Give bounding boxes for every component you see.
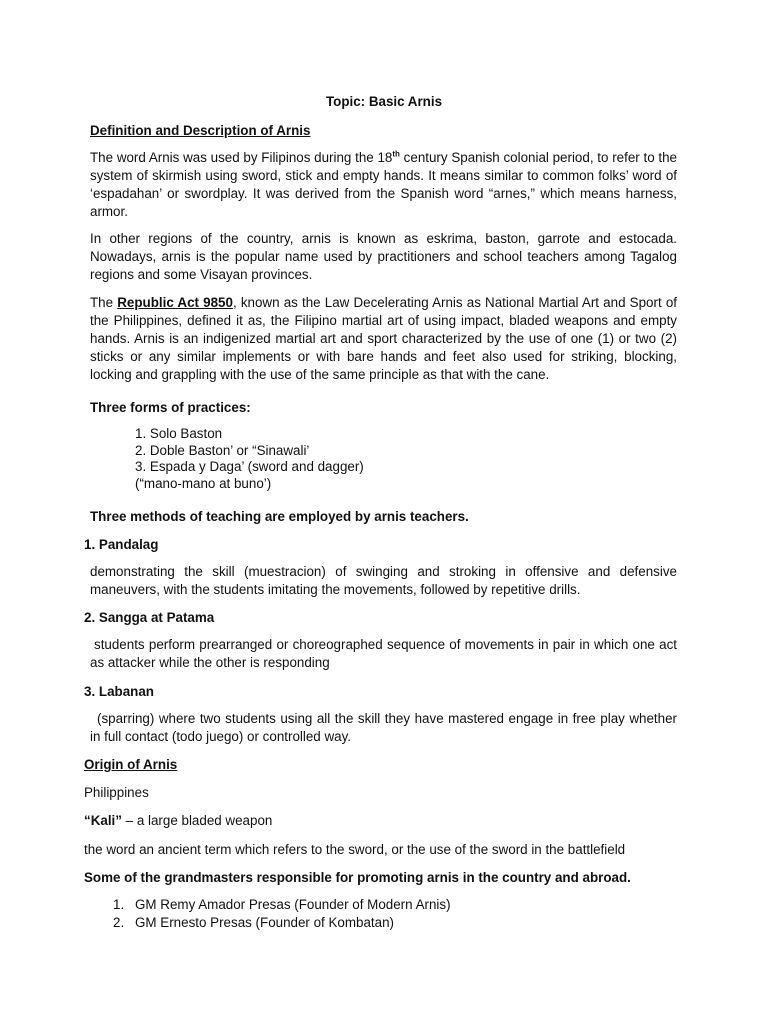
list-item: (“mano-mano at buno’): [135, 475, 272, 491]
p3-text-end: , known as the Law Decelerating Arnis as National Martial Art and Sport of the Philippines, defined it as, the Filipino martial art of using impact, bladed weapons and empty hands. Arnis is an indigenized martial art and sport characterized by the use of one (1) or two (2) sticks or any similar implements or with bare hands and feet also used for striking, blocking, locking and grappling with the use of the same principle as that with the cane.: [90, 295, 678, 382]
grandmasters-heading: Some of the grandmasters responsible for promoting arnis in the country and abroad.: [84, 870, 631, 885]
page-title: Topic: Basic Arnis: [325, 94, 443, 109]
method-1-text: demonstrating the skill (muestracion) of swinging and stroking in offensive and defensive maneuvers, with the students imitating the movements, followed by repetitive drills.: [90, 564, 677, 597]
forms-list: [135, 426, 364, 492]
list-number: 2.: [113, 915, 125, 930]
method-1-heading: 1. Pandalag: [84, 537, 159, 552]
kali-definition: – a large bladed weapon: [121, 813, 273, 828]
definition-heading: Definition and Description of Arnis: [90, 123, 311, 138]
method-2-text: students perform prearranged or choreographed sequence of movements in pair in which one act as attacker while the other is responding: [90, 637, 677, 670]
list-item: [113, 914, 451, 932]
methods-heading: Three methods of teaching are employed by arnis teachers.: [90, 509, 469, 524]
republic-act-reference: Republic Act 9850: [117, 295, 233, 310]
kali-term: “Kali”: [84, 813, 122, 828]
definition-paragraph-3: [90, 294, 677, 384]
forms-heading: Three forms of practices:: [90, 400, 251, 415]
sword-term-text: the word an ancient term which refers to the sword, or the use of the sword in the battlefield: [84, 842, 626, 857]
definition-paragraph-1: [90, 149, 677, 221]
p1-text-start: The word Arnis was used by Filipinos during the 18: [90, 150, 393, 165]
method-3-heading: 3. Labanan: [84, 684, 154, 699]
method-2-heading: 2. Sangga at Patama: [84, 610, 215, 625]
list-number: 1.: [113, 897, 125, 912]
p1-text-end: century Spanish colonial period, to refer to the system of skirmish using sword, stick and empty hands. It means similar to common folks’ word of ‘espadahan’ or swordplay. It was derived from the Spanish word “arnes,” which means harness, armor.: [90, 150, 677, 219]
list-item: 3. Espada y Daga’ (sword and dagger): [135, 459, 364, 474]
kali-line: [84, 812, 272, 830]
p3-text-start: The: [90, 295, 118, 310]
method-3-text: (sparring) where two students using all the skill they have mastered engage in free play whether in full contact (todo juego) or controlled way.: [90, 711, 677, 744]
p1-superscript: th: [392, 149, 400, 159]
grandmasters-list: [113, 896, 451, 932]
origin-heading: Origin of Arnis: [84, 757, 178, 772]
definition-paragraph-2: In other regions of the country, arnis is known as eskrima, baston, garrote and estocada. Nowadays, arnis is the popular name used by practitioners and school teachers among Tagalog regions and some Visayan provinces.: [90, 231, 677, 282]
list-item: [113, 896, 451, 914]
list-item: 2. Doble Baston’ or “Sinawali’: [135, 442, 310, 458]
list-item: 1. Solo Baston: [135, 426, 223, 441]
list-text: GM Ernesto Presas (Founder of Kombatan): [135, 915, 394, 930]
origin-place: Philippines: [84, 785, 149, 800]
list-text: GM Remy Amador Presas (Founder of Modern Arnis): [135, 897, 451, 912]
